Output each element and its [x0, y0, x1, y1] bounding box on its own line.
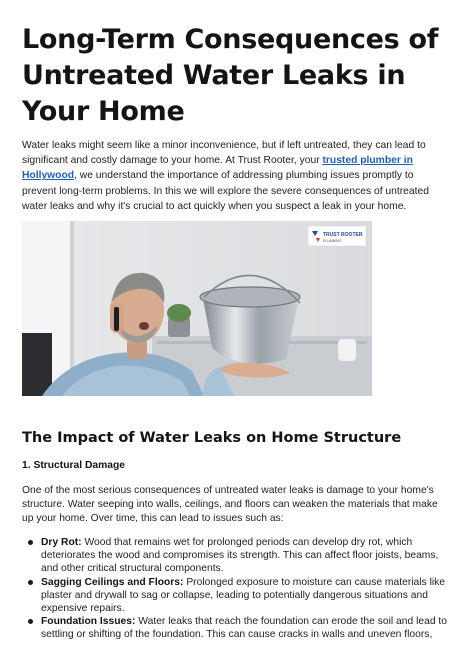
intro-text-end: , we understand the importance of addressing plumbing issues promptly to prevent long-term problems. In this we will explore the severe consequences of untreated water leaks and why it's crucial to act quickly when you suspect a leak in your home.	[22, 170, 429, 212]
plumber-link[interactable]: trusted plumber in Hollywood	[22, 155, 413, 182]
intro-paragraph	[22, 138, 447, 214]
bullet-icon	[28, 619, 33, 624]
list-item-term: Foundation Issues:	[41, 616, 136, 628]
page-title: Long-Term Consequences of Untreated Water Leaks in Your Home	[22, 24, 439, 127]
hero-photo	[22, 221, 372, 396]
intro-text-start: Water leaks might seem like a minor inconvenience, but if left untreated, they can lead to significant and costly damage to your home. At Trust Rooter, your	[22, 140, 426, 167]
consequence-list	[22, 536, 450, 642]
bullet-icon	[28, 580, 33, 585]
bullet-icon	[28, 540, 33, 545]
list-item	[22, 536, 450, 576]
list-item-text: Prolonged exposure to moisture can cause materials like plaster and drywall to sag or collapse, leading to potentially dangerous situations and expensive repairs.	[41, 576, 446, 615]
list-item-text: Wood that remains wet for prolonged periods can develop dry rot, which deteriorates the wood and compromises its strength. This can affect floor joists, beams, and other critical structural components.	[41, 537, 439, 575]
list-item	[22, 615, 450, 641]
list-item	[22, 576, 450, 616]
section-subheading: 1. Structural Damage	[22, 460, 126, 471]
list-item-term: Dry Rot:	[41, 537, 82, 548]
logo-brand-text: TRUST ROOTER	[323, 232, 363, 238]
list-item-text: Water leaks that reach the foundation can erode the soil and lead to settling or shifting of the foundation. This can cause cracks in walls and uneven floors,	[41, 616, 447, 641]
section-heading: The Impact of Water Leaks on Home Structure	[22, 430, 402, 446]
list-item-term: Sagging Ceilings and Floors:	[41, 576, 184, 588]
logo-sub-text: PLUMBING	[323, 239, 342, 243]
section-paragraph: One of the most serious consequences of untreated water leaks is damage to your home's structure. Water seeping into walls, ceilings, and floors can weaken the materials that make up your home. Over time, this can lead to issues such as:	[22, 485, 438, 524]
